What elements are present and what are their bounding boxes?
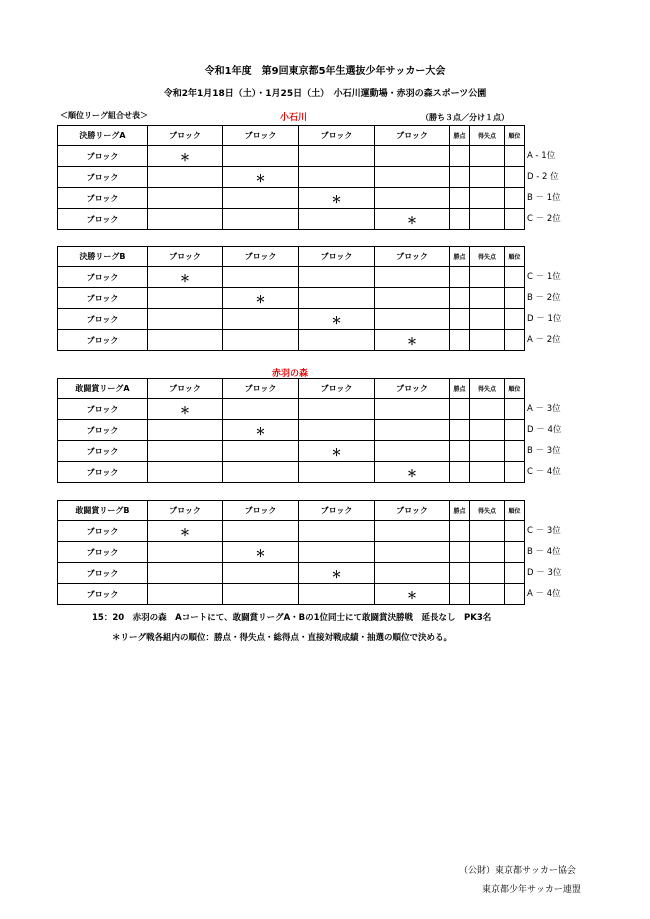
seed-rank-label: A － 2位 <box>527 335 561 345</box>
score-cell <box>223 309 299 330</box>
score-cell <box>223 209 299 230</box>
seed-rank-label: D － 1位 <box>527 314 562 324</box>
score-cell <box>375 288 450 309</box>
score-cell <box>223 146 299 167</box>
diagonal-cell <box>148 399 223 420</box>
score-cell <box>148 309 223 330</box>
seed-rank-label: A － 4位 <box>527 589 561 599</box>
stat-cell <box>505 309 525 330</box>
asterisk-mark: ＊ <box>180 152 190 164</box>
asterisk-mark: ＊ <box>331 569 342 581</box>
score-cell <box>223 563 299 584</box>
column-header-block: ブロック <box>148 126 223 146</box>
venue-akabane: 赤羽の森 <box>272 369 309 379</box>
league-table <box>57 500 525 605</box>
column-header-stat: 得失点 <box>470 501 505 521</box>
score-cell <box>223 399 299 420</box>
stat-cell <box>450 188 470 209</box>
score-cell <box>148 462 223 483</box>
column-header-block: ブロック <box>375 126 450 146</box>
seed-rank-label: D - 2 位 <box>527 172 559 182</box>
stat-cell <box>470 309 505 330</box>
score-cell <box>375 420 450 441</box>
table-row <box>58 584 525 605</box>
footer-org-federation: 東京都少年サッカー連盟 <box>482 885 581 895</box>
table-row <box>58 188 525 209</box>
diagonal-cell <box>148 146 223 167</box>
seed-rank-label: B － 3位 <box>527 446 561 456</box>
table-row <box>58 462 525 483</box>
score-cell <box>299 288 375 309</box>
asterisk-mark: ＊ <box>255 294 266 306</box>
table-row <box>58 288 525 309</box>
stat-cell <box>505 563 525 584</box>
column-header-stat: 得失点 <box>470 247 505 267</box>
score-cell <box>375 399 450 420</box>
column-header-block: ブロック <box>375 501 450 521</box>
column-header-block: ブロック <box>299 501 375 521</box>
row-label-block: ブロック <box>58 267 148 288</box>
stat-cell <box>450 399 470 420</box>
score-cell <box>375 267 450 288</box>
diagonal-cell <box>148 521 223 542</box>
score-cell <box>299 330 375 351</box>
stat-cell <box>470 584 505 605</box>
score-cell <box>148 441 223 462</box>
score-cell <box>299 462 375 483</box>
table-row <box>58 309 525 330</box>
column-header-stat: 勝点 <box>450 379 470 399</box>
diagonal-cell <box>299 563 375 584</box>
score-cell <box>375 309 450 330</box>
score-cell <box>375 521 450 542</box>
score-cell <box>223 584 299 605</box>
asterisk-mark: ＊ <box>407 468 417 480</box>
row-label-block: ブロック <box>58 188 148 209</box>
seed-rank-label: C － 2位 <box>527 214 561 224</box>
row-label-block: ブロック <box>58 521 148 542</box>
stat-cell <box>450 146 470 167</box>
stat-cell <box>450 288 470 309</box>
asterisk-mark: ＊ <box>180 527 190 539</box>
score-cell <box>223 188 299 209</box>
table-row <box>58 563 525 584</box>
seed-rank-label: C － 4位 <box>527 467 561 477</box>
stat-cell <box>470 462 505 483</box>
score-cell <box>299 521 375 542</box>
column-header-block: ブロック <box>299 379 375 399</box>
stat-cell <box>450 167 470 188</box>
stat-cell <box>505 399 525 420</box>
column-header-stat: 勝点 <box>450 247 470 267</box>
asterisk-mark: ＊ <box>407 215 417 227</box>
table-row <box>58 420 525 441</box>
score-cell <box>223 330 299 351</box>
diagonal-cell <box>299 188 375 209</box>
seed-rank-label: B － 4位 <box>527 547 561 557</box>
row-label-block: ブロック <box>58 542 148 563</box>
document-title: 令和1年度 第9回東京都5年生選抜少年サッカー大会 <box>204 66 446 77</box>
score-cell <box>148 288 223 309</box>
diagonal-cell <box>299 309 375 330</box>
seed-rank-label: C － 3位 <box>527 526 561 536</box>
score-cell <box>375 146 450 167</box>
score-cell <box>299 584 375 605</box>
stat-cell <box>505 420 525 441</box>
diagonal-cell <box>223 167 299 188</box>
asterisk-mark: ＊ <box>255 173 266 185</box>
stat-cell <box>450 563 470 584</box>
stat-cell <box>470 267 505 288</box>
diagonal-cell <box>375 462 450 483</box>
ranking-rule-note: ＊リーグ戦各組内の順位：勝点・得失点・総得点・直接対戦成績・抽選の順位で決める。 <box>112 633 453 643</box>
league-name: 決勝リーグA <box>58 126 148 146</box>
stat-cell <box>450 267 470 288</box>
score-cell <box>148 167 223 188</box>
stat-cell <box>505 584 525 605</box>
stat-cell <box>505 146 525 167</box>
stat-cell <box>470 521 505 542</box>
score-cell <box>299 167 375 188</box>
league-name: 敢闘賞リーグA <box>58 379 148 399</box>
stat-cell <box>470 209 505 230</box>
stat-cell <box>450 584 470 605</box>
table-row <box>58 267 525 288</box>
score-cell <box>223 441 299 462</box>
points-rule: （勝ち３点／分け１点） <box>421 113 509 122</box>
stat-cell <box>450 309 470 330</box>
asterisk-mark: ＊ <box>331 447 342 459</box>
score-cell <box>299 267 375 288</box>
asterisk-mark: ＊ <box>331 194 342 206</box>
stat-cell <box>470 188 505 209</box>
column-header-stat: 勝点 <box>450 501 470 521</box>
column-header-stat: 順位 <box>505 247 525 267</box>
stat-cell <box>470 399 505 420</box>
seed-rank-label: B － 2位 <box>527 293 561 303</box>
score-cell <box>375 441 450 462</box>
column-header-stat: 順位 <box>505 501 525 521</box>
score-cell <box>299 420 375 441</box>
score-cell <box>375 167 450 188</box>
stat-cell <box>505 521 525 542</box>
stat-cell <box>470 146 505 167</box>
score-cell <box>299 146 375 167</box>
stat-cell <box>470 330 505 351</box>
column-header-stat: 順位 <box>505 126 525 146</box>
stat-cell <box>470 420 505 441</box>
final-match-note: 15：20 赤羽の森 Aコートにて、敢闘賞リーグA・Bの1位同士にて敢闘賞決勝戦 延長なし PK3名 <box>92 613 492 623</box>
table-row <box>58 521 525 542</box>
score-cell <box>223 267 299 288</box>
stat-cell <box>505 267 525 288</box>
score-cell <box>223 462 299 483</box>
stat-cell <box>505 462 525 483</box>
stat-cell <box>505 209 525 230</box>
row-label-block: ブロック <box>58 309 148 330</box>
row-label-block: ブロック <box>58 167 148 188</box>
stat-cell <box>470 167 505 188</box>
table-row <box>58 441 525 462</box>
diagonal-cell <box>223 542 299 563</box>
column-header-block: ブロック <box>299 247 375 267</box>
row-label-block: ブロック <box>58 584 148 605</box>
stat-cell <box>505 288 525 309</box>
asterisk-mark: ＊ <box>255 426 266 438</box>
league-table <box>57 378 525 483</box>
score-cell <box>148 420 223 441</box>
section-label: ＜順位リーグ組合せ表＞ <box>60 111 148 120</box>
column-header-block: ブロック <box>148 501 223 521</box>
column-header-block: ブロック <box>299 126 375 146</box>
asterisk-mark: ＊ <box>407 336 417 348</box>
diagonal-cell <box>375 209 450 230</box>
score-cell <box>148 563 223 584</box>
column-header-block: ブロック <box>148 379 223 399</box>
table-row <box>58 209 525 230</box>
stat-cell <box>505 542 525 563</box>
column-header-block: ブロック <box>223 126 299 146</box>
row-label-block: ブロック <box>58 146 148 167</box>
stat-cell <box>450 420 470 441</box>
stat-cell <box>470 542 505 563</box>
league-table <box>57 125 525 230</box>
column-header-block: ブロック <box>148 247 223 267</box>
league-table <box>57 246 525 351</box>
score-cell <box>299 542 375 563</box>
date-venue: 令和2年1月18日（土）・1月25日（土） 小石川運動場・赤羽の森スポーツ公園 <box>163 89 487 99</box>
seed-rank-label: C － 1位 <box>527 272 561 282</box>
score-cell <box>299 209 375 230</box>
score-cell <box>148 584 223 605</box>
stat-cell <box>470 441 505 462</box>
row-label-block: ブロック <box>58 420 148 441</box>
asterisk-mark: ＊ <box>180 405 190 417</box>
stat-cell <box>470 563 505 584</box>
stat-cell <box>505 330 525 351</box>
asterisk-mark: ＊ <box>331 315 342 327</box>
seed-rank-label: B － 1位 <box>527 193 561 203</box>
column-header-block: ブロック <box>223 379 299 399</box>
stat-cell <box>470 288 505 309</box>
footer-org-association: （公財）東京都サッカー協会 <box>459 866 576 876</box>
row-label-block: ブロック <box>58 330 148 351</box>
column-header-block: ブロック <box>375 379 450 399</box>
table-row <box>58 399 525 420</box>
stat-cell <box>450 209 470 230</box>
diagonal-cell <box>299 441 375 462</box>
column-header-stat: 勝点 <box>450 126 470 146</box>
row-label-block: ブロック <box>58 563 148 584</box>
column-header-block: ブロック <box>375 247 450 267</box>
column-header-stat: 順位 <box>505 379 525 399</box>
stat-cell <box>450 542 470 563</box>
score-cell <box>148 542 223 563</box>
row-label-block: ブロック <box>58 441 148 462</box>
column-header-stat: 得失点 <box>470 126 505 146</box>
diagonal-cell <box>375 330 450 351</box>
row-label-block: ブロック <box>58 288 148 309</box>
diagonal-cell <box>223 288 299 309</box>
asterisk-mark: ＊ <box>255 548 266 560</box>
stat-cell <box>505 188 525 209</box>
score-cell <box>375 188 450 209</box>
stat-cell <box>450 521 470 542</box>
stat-cell <box>450 441 470 462</box>
stat-cell <box>450 330 470 351</box>
stat-cell <box>450 462 470 483</box>
asterisk-mark: ＊ <box>180 273 190 285</box>
league-name: 決勝リーグB <box>58 247 148 267</box>
table-row <box>58 167 525 188</box>
score-cell <box>148 330 223 351</box>
league-name: 敢闘賞リーグB <box>58 501 148 521</box>
asterisk-mark: ＊ <box>407 590 417 602</box>
table-row <box>58 330 525 351</box>
score-cell <box>148 209 223 230</box>
diagonal-cell <box>375 584 450 605</box>
score-cell <box>375 542 450 563</box>
column-header-block: ブロック <box>223 501 299 521</box>
seed-rank-label: D － 3位 <box>527 568 562 578</box>
row-label-block: ブロック <box>58 209 148 230</box>
table-row <box>58 542 525 563</box>
table-row <box>58 146 525 167</box>
score-cell <box>148 188 223 209</box>
column-header-stat: 得失点 <box>470 379 505 399</box>
column-header-block: ブロック <box>223 247 299 267</box>
seed-rank-label: A - 1位 <box>527 151 556 161</box>
score-cell <box>299 399 375 420</box>
diagonal-cell <box>148 267 223 288</box>
score-cell <box>223 521 299 542</box>
score-cell <box>375 563 450 584</box>
seed-rank-label: A － 3位 <box>527 404 561 414</box>
stat-cell <box>505 441 525 462</box>
venue-koishikawa: 小石川 <box>280 113 308 123</box>
diagonal-cell <box>223 420 299 441</box>
seed-rank-label: D － 4位 <box>527 425 562 435</box>
row-label-block: ブロック <box>58 462 148 483</box>
stat-cell <box>505 167 525 188</box>
row-label-block: ブロック <box>58 399 148 420</box>
